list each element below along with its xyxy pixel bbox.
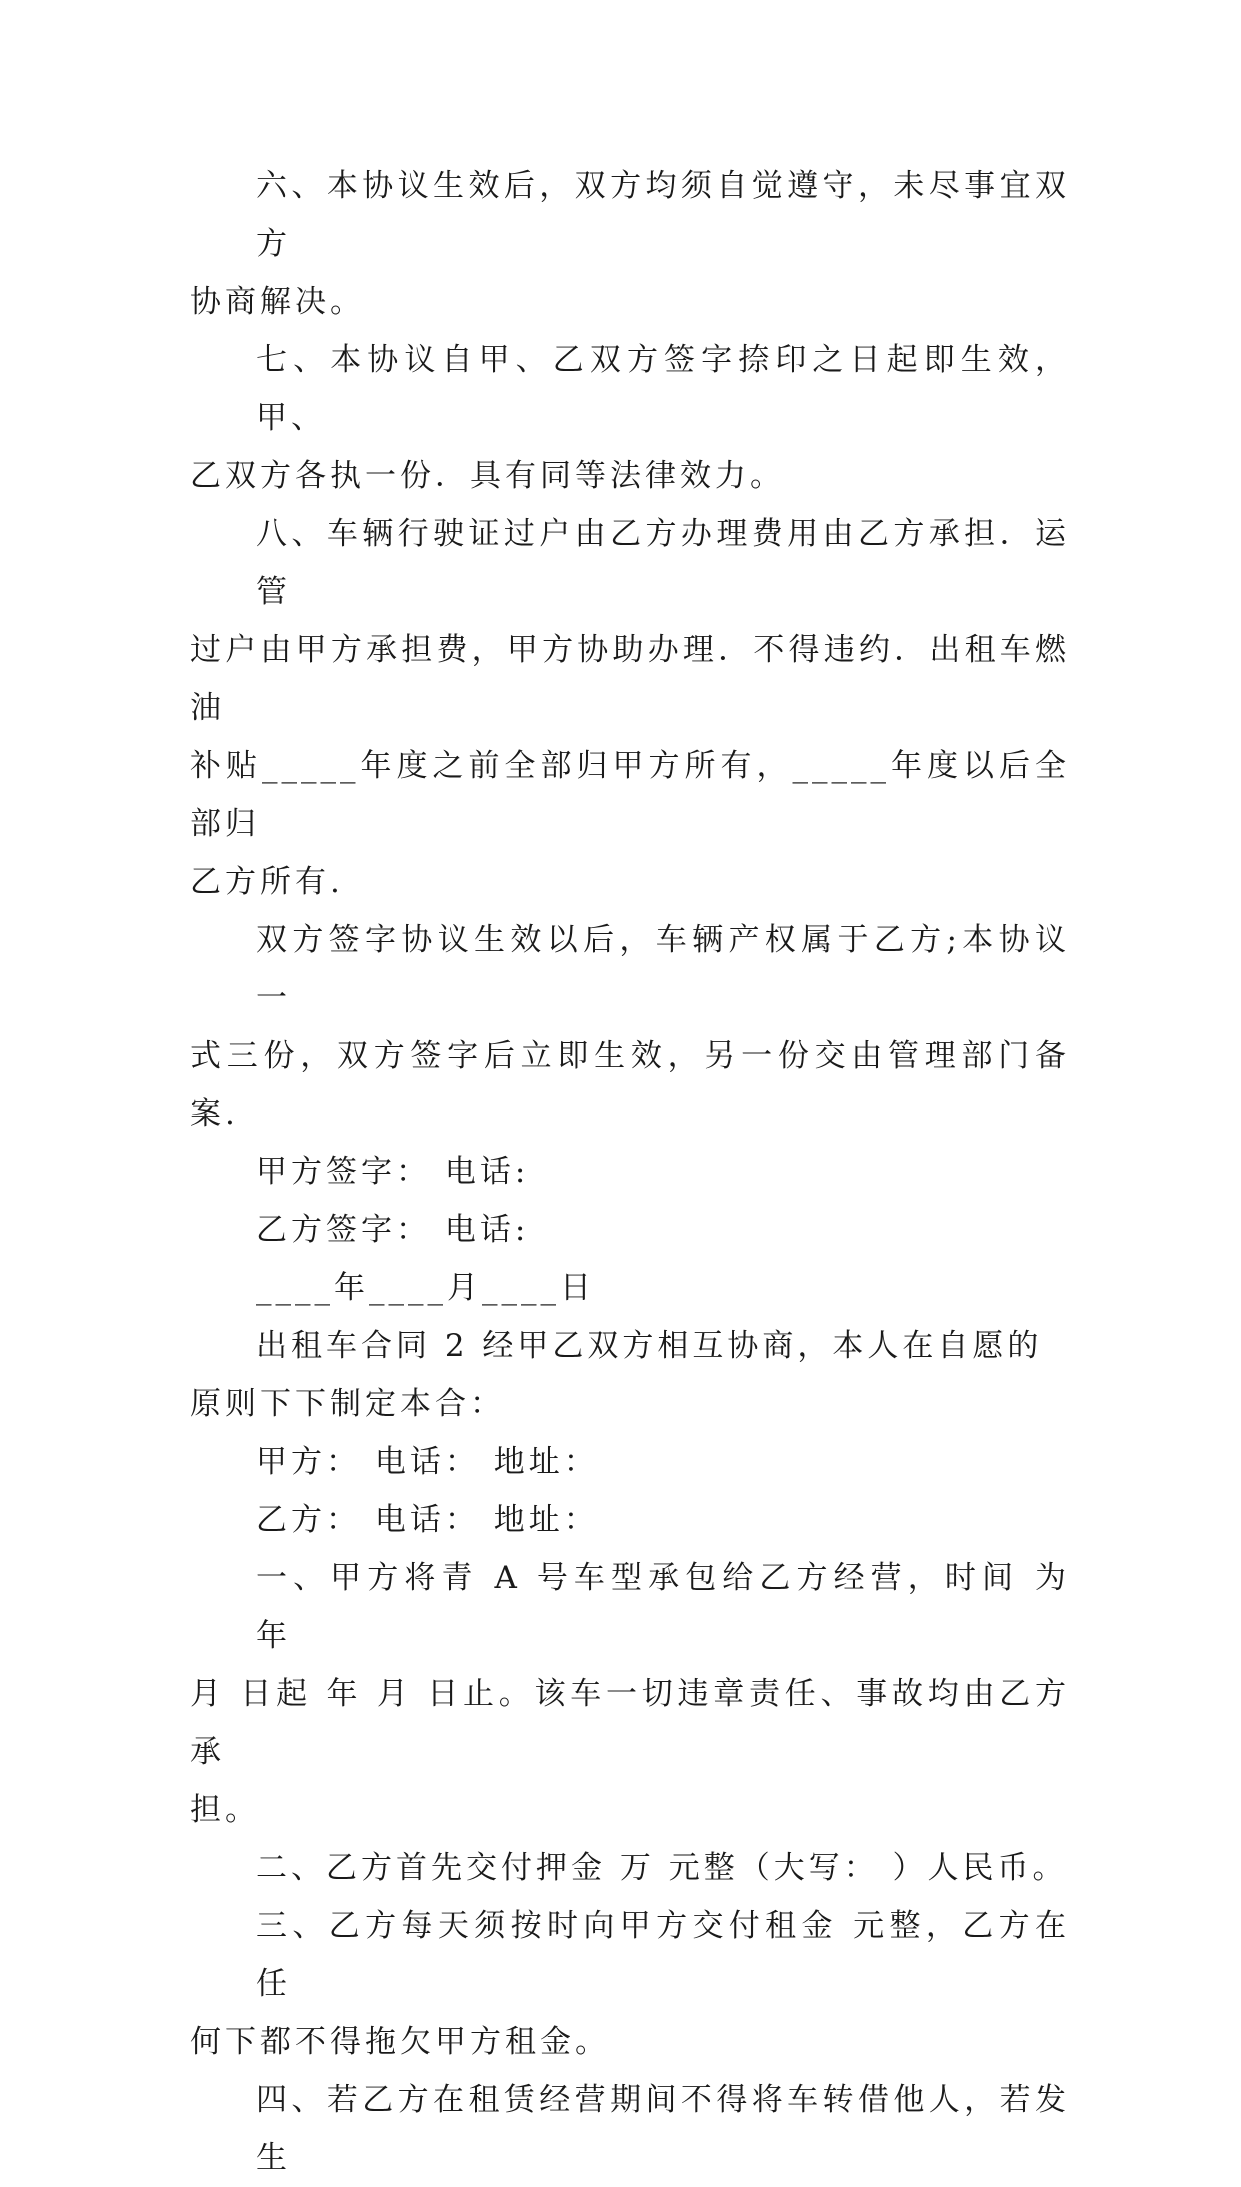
party-b-signature (190, 1201, 1070, 1259)
text-line: 过户由甲方承担费，甲方协助办理．不得违约．出租车燃油 (190, 632, 1070, 726)
contract-2-intro (190, 1317, 1070, 1433)
party-a-info (190, 1433, 1070, 1491)
clause-4 (190, 2071, 1070, 2187)
text-line: 双方签字协议生效以后，车辆产权属于乙方;本协议一 (256, 922, 1070, 1016)
text-line: 乙双方各执一份．具有同等法律效力。 (190, 458, 785, 494)
text-line: 乙方签字： 电话: (256, 1212, 530, 1248)
clause-3 (190, 1897, 1070, 2071)
text-line: 甲方： 电话： 地址： (256, 1444, 599, 1480)
ownership-clause (190, 911, 1070, 1143)
text-line: 六、本协议生效后，双方均须自觉遵守，未尽事宜双方 (256, 168, 1070, 262)
text-line: 出租车合同 2 经甲乙双方相互协商，本人在自愿的 (256, 1328, 1043, 1364)
clause-1 (190, 1549, 1070, 1839)
text-line: 原则下下制定本合： (190, 1386, 505, 1422)
clause-2 (190, 1839, 1070, 1897)
document-body (190, 157, 1070, 2187)
text-line: 式三份，双方签字后立即生效，另一份交由管理部门备案. (190, 1038, 1070, 1132)
text-line: 补贴_____年度之前全部归甲方所有，_____年度以后全部归 (190, 748, 1070, 842)
clause-8 (190, 505, 1070, 911)
text-line: 一、甲方将青 A 号车型承包给乙方经营，时间 为 年 (256, 1560, 1070, 1654)
text-line: 七、本协议自甲、乙双方签字捺印之日起即生效，甲、 (256, 342, 1070, 436)
text-line: 乙方所有. (190, 864, 344, 900)
text-line: 二、乙方首先交付押金 万 元整（大写： ）人民币。 (256, 1850, 1068, 1886)
clause-7 (190, 331, 1070, 505)
text-line: 八、车辆行驶证过户由乙方办理费用由乙方承担．运管 (256, 516, 1070, 610)
text-line: 乙方： 电话： 地址： (256, 1502, 599, 1538)
text-line: 何下都不得拖欠甲方租金。 (190, 2024, 610, 2060)
text-line: 三、乙方每天须按时向甲方交付租金 元整，乙方在任 (256, 1908, 1070, 2002)
party-a-signature (190, 1143, 1070, 1201)
text-line: 甲方签字： 电话: (256, 1154, 530, 1190)
party-b-info (190, 1491, 1070, 1549)
clause-6 (190, 157, 1070, 331)
text-line: 协商解决。 (190, 284, 365, 320)
text-line: ____年____月____日 (256, 1270, 595, 1306)
text-line: 四、若乙方在租赁经营期间不得将车转借他人，若发生 (256, 2082, 1070, 2176)
signature-date (190, 1259, 1070, 1317)
text-line: 月 日起 年 月 日止。该车一切违章责任、事故均由乙方承 (190, 1676, 1070, 1770)
text-line: 担。 (190, 1792, 260, 1828)
